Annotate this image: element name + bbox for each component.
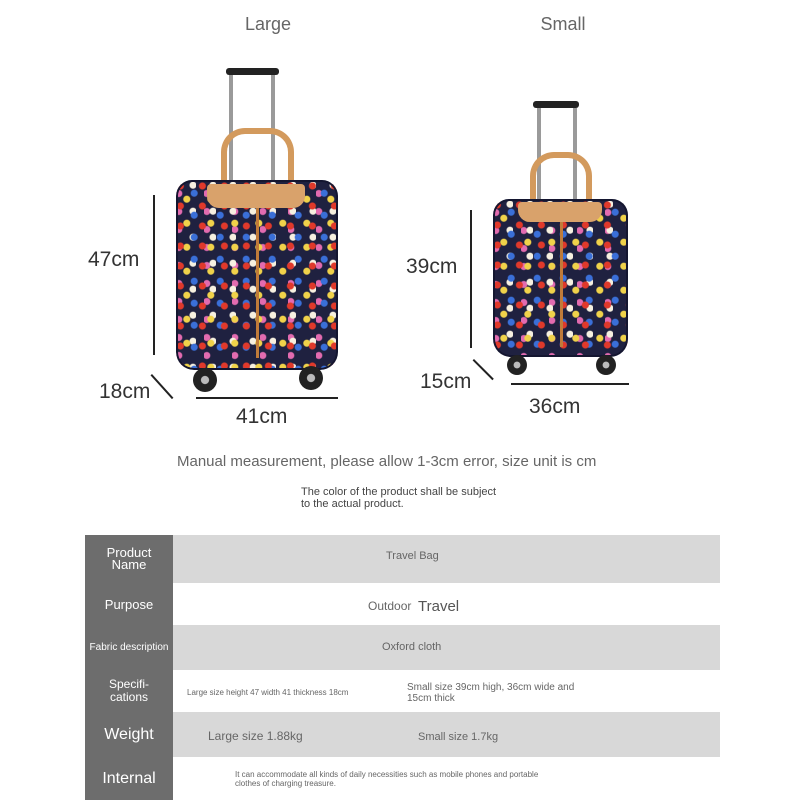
product-name-value: Travel Bag	[386, 550, 439, 562]
row-value-fabric	[173, 625, 720, 670]
specifications-small-line2: 15cm thick	[407, 693, 455, 704]
small-width-label: 36cm	[529, 395, 581, 418]
row-label-weight: Weight	[85, 712, 173, 757]
purpose-value-prefix: Outdoor	[368, 599, 412, 613]
large-bag-flap	[207, 184, 305, 208]
large-width-label: 41cm	[236, 405, 288, 428]
measurement-note: Manual measurement, please allow 1-3cm error, size unit is cm	[177, 453, 597, 470]
large-wheel-right	[299, 366, 323, 390]
small-trolley-grip	[533, 101, 579, 108]
internal-value-line2: clothes of charging treasure.	[235, 779, 336, 788]
small-bag-zipper	[560, 222, 563, 347]
small-height-label: 39cm	[406, 255, 458, 278]
weight-large: Large size 1.88kg	[208, 729, 303, 743]
row-value-purpose	[173, 583, 720, 625]
weight-small: Small size 1.7kg	[418, 731, 499, 743]
row-label-purpose: Purpose	[85, 583, 173, 625]
row-label-specifications	[85, 670, 173, 712]
small-wheel-left	[507, 355, 527, 375]
row-fabric	[85, 625, 720, 670]
specifications-small-line1: Small size 39cm high, 36cm wide and	[407, 682, 575, 693]
purpose-value-main: Travel	[418, 598, 460, 615]
small-depth-line	[473, 359, 494, 380]
row-label-product-name	[85, 535, 173, 583]
row-value-weight	[173, 712, 720, 757]
small-title: Small	[540, 14, 586, 34]
large-height-line	[153, 195, 155, 355]
large-wheel-left	[193, 368, 217, 392]
large-width-line	[196, 397, 338, 399]
fabric-value: Oxford cloth	[382, 641, 442, 653]
large-bag-zipper	[256, 208, 259, 358]
row-specifications	[85, 670, 720, 712]
large-title: Large	[244, 14, 292, 34]
row-internal	[85, 757, 720, 800]
color-note-line1: The color of the product shall be subject	[301, 486, 497, 498]
row-label-internal: Internal	[85, 757, 173, 800]
specifications-label-line2: cations	[109, 690, 149, 704]
row-value-internal	[173, 757, 720, 800]
large-height-label: 47cm	[88, 248, 140, 271]
color-note-line2: to the actual product.	[301, 498, 404, 510]
small-bag-flap	[518, 202, 602, 222]
large-depth-line	[151, 374, 174, 399]
small-wheel-right	[596, 355, 616, 375]
small-width-line	[511, 383, 629, 385]
internal-value-line1: It can accommodate all kinds of daily necessities such as mobile phones and portable	[235, 770, 539, 779]
small-height-line	[470, 210, 472, 348]
row-label-fabric: Fabric description	[85, 625, 173, 670]
row-weight	[85, 712, 720, 757]
row-value-specifications	[173, 670, 720, 712]
row-value-product-name	[173, 535, 720, 583]
small-suitcase-figure	[400, 0, 800, 440]
large-suitcase-figure	[0, 0, 400, 440]
row-product-name	[85, 535, 720, 583]
specifications-label-line1: Specifi-	[108, 677, 149, 691]
product-name-label-line1: Product	[106, 545, 152, 560]
small-depth-label: 15cm	[420, 370, 472, 393]
specifications-large: Large size height 47 width 41 thickness 18cm	[187, 688, 349, 697]
product-name-label-line2: Name	[111, 557, 147, 572]
large-trolley-grip	[226, 68, 279, 75]
row-purpose	[85, 583, 720, 625]
large-depth-label: 18cm	[99, 380, 151, 403]
